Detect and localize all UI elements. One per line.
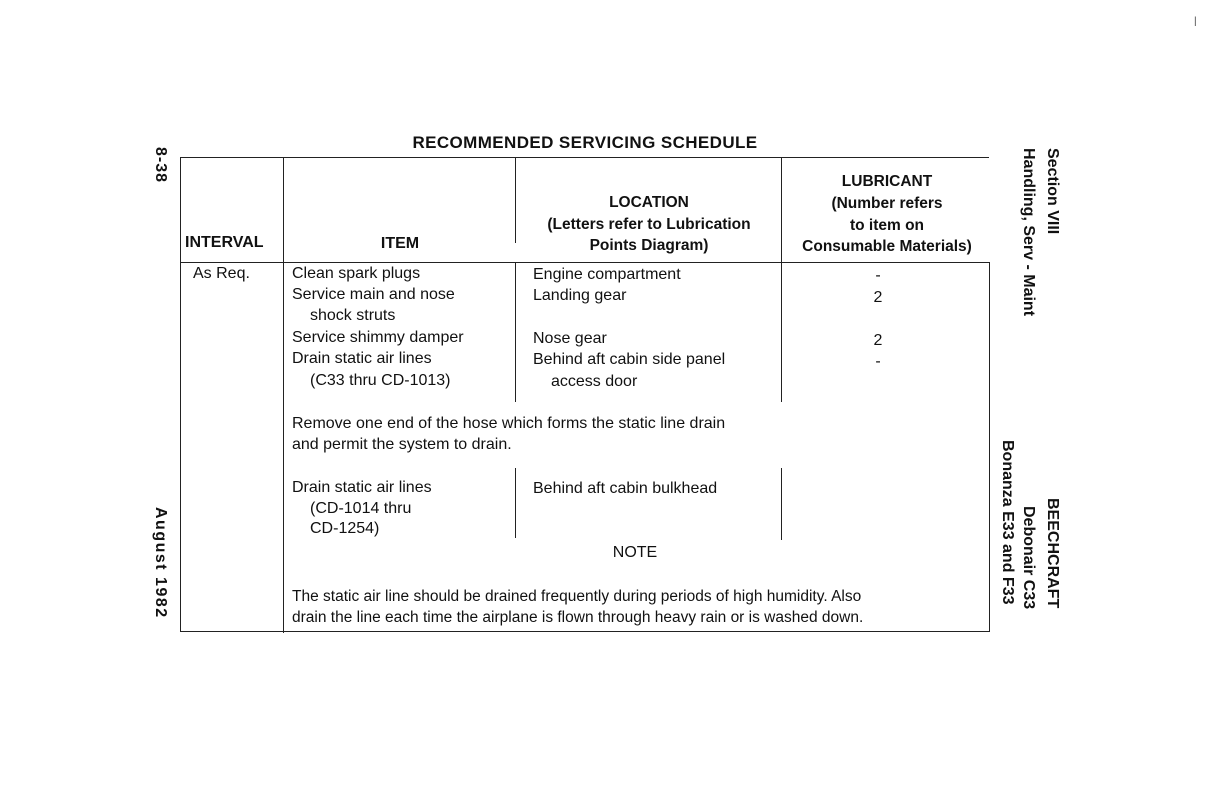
row-1-location: Engine compartment — [533, 266, 681, 283]
note-line-1: The static air line should be drained frequently during periods of high humidity. Also — [292, 588, 862, 605]
header-lubricant-note-1: (Number refers — [831, 195, 943, 212]
header-item: ITEM — [380, 235, 420, 252]
page-title: RECOMMENDED SERVICING SCHEDULE — [412, 133, 758, 152]
section-label: Section VIII — [1044, 148, 1061, 235]
row-1-item: Clean spark plugs — [292, 265, 421, 282]
model-label-bonanza: Bonanza E33 and F33 — [999, 440, 1016, 605]
table-right-edge — [989, 262, 990, 632]
row-4-lubricant: - — [875, 353, 881, 370]
row-2-lubricant: 2 — [873, 289, 883, 306]
row-4-item-cont: (C33 thru CD-1013) — [310, 372, 451, 389]
header-location: LOCATION — [609, 194, 689, 211]
location-divider — [781, 158, 782, 402]
row-5-item-cont-1: (CD-1014 thru — [310, 500, 412, 517]
row-5-item: Drain static air lines — [292, 479, 432, 496]
row-3-lubricant: 2 — [873, 332, 883, 349]
row-3-item: Service shimmy damper — [292, 329, 464, 346]
page-date: August 1982 — [152, 507, 169, 619]
interval-divider — [283, 158, 284, 633]
location-divider-row5 — [781, 468, 782, 540]
row-2-item-cont: shock struts — [310, 307, 396, 324]
row-4-location: Behind aft cabin side panel — [533, 351, 726, 368]
header-location-note-1: (Letters refer to Lubrication — [547, 216, 751, 233]
row-4-item: Drain static air lines — [292, 350, 432, 367]
header-lubricant-note-3: Consumable Materials) — [802, 238, 972, 255]
row-1-lubricant: - — [875, 267, 881, 284]
servicing-schedule-table — [180, 157, 989, 632]
row-4-location-cont: access door — [551, 373, 638, 390]
interval-value: As Req. — [193, 265, 250, 282]
section-subtitle: Handling, Serv - Maint — [1020, 148, 1037, 317]
item-divider-row5 — [515, 468, 516, 538]
row-2-item: Service main and nose — [292, 286, 455, 303]
edge-tick: | — [1194, 16, 1197, 27]
note-label: NOTE — [612, 544, 658, 561]
item-divider-header — [515, 158, 516, 243]
row-5-location: Behind aft cabin bulkhead — [533, 480, 718, 497]
header-lubricant-note-2: to item on — [849, 217, 925, 234]
item-divider-rows — [515, 262, 516, 402]
row-5-item-cont-2: CD-1254) — [310, 520, 380, 537]
header-interval: INTERVAL — [185, 234, 264, 251]
row-3-location: Nose gear — [533, 330, 607, 347]
page-number: 8-38 — [152, 147, 169, 184]
row-2-location: Landing gear — [533, 287, 627, 304]
header-location-note-2: Points Diagram) — [589, 237, 709, 254]
model-label-debonair: Debonair C33 — [1020, 506, 1037, 610]
brand-label: BEECHCRAFT — [1044, 498, 1061, 609]
instruction-line-2: and permit the system to drain. — [292, 436, 512, 453]
note-line-2: drain the line each time the airplane is flown through heavy rain or is washed down. — [292, 609, 864, 626]
instruction-line-1: Remove one end of the hose which forms the static line drain — [292, 415, 726, 432]
header-lubricant: LUBRICANT — [841, 173, 933, 190]
